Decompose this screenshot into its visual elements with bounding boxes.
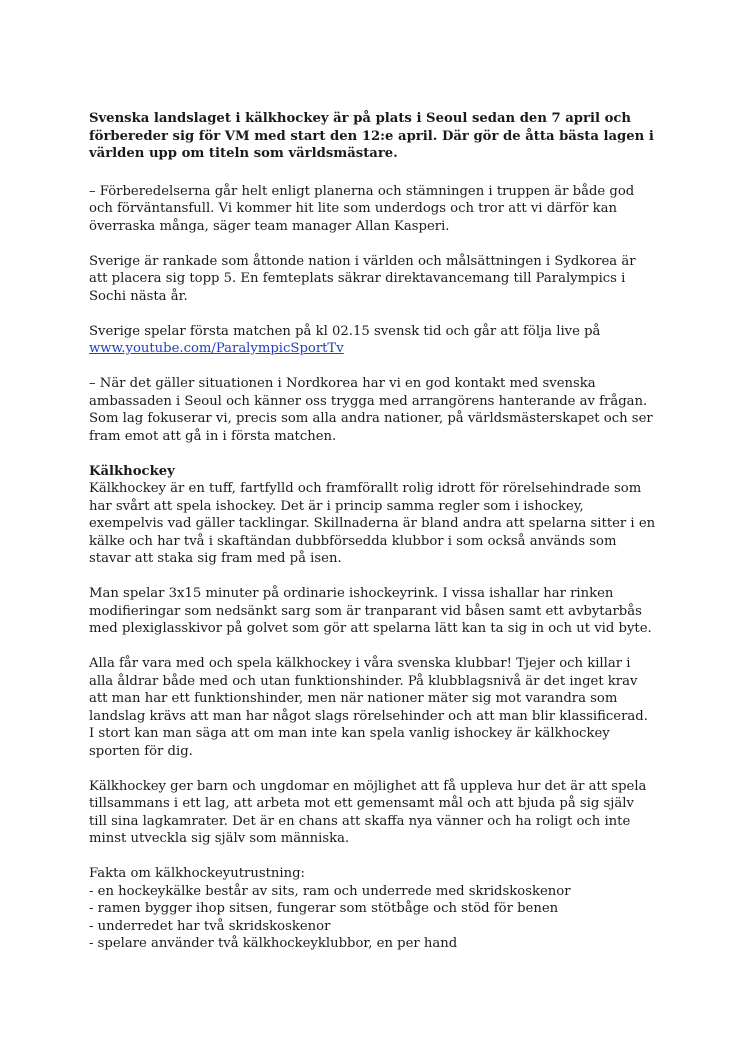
section-heading: Kälkhockey — [89, 463, 175, 479]
facts-list — [89, 883, 656, 953]
section-paragraph-youth: Kälkhockey ger barn och ungdomar en möjlighet att få uppleva hur det är att spela tillsammans i ett lag, att arbeta mot ett gemensamt mål och att bjuda på sig själv till sina lagkamrater. Det är en chans att skaffa nya vänner och ha roligt och inte minst utveckla sig själv som människa. — [89, 778, 647, 846]
list-item: - spelare använder två kälkhockeyklubbor, en per hand — [89, 935, 656, 953]
section-paragraph-intro: Kälkhockey är en tuff, fartfylld och framförallt rolig idrott för rörelsehindrade som har svårt att spela ishockey. Det är i princip samma regler som i ishockey, exempelvis vad gäller tacklingar. Skillnaderna är bland andra att spelarna sitter i en kälke och har två i skaftändan dubbförsedda klubbor i som också används som stavar att staka sig fram med på isen. — [89, 481, 656, 566]
broadcast-paragraph — [89, 323, 656, 358]
quote-paragraph-team-manager: – Förberedelserna går helt enligt planerna och stämningen i truppen är både god och förväntansfull. Vi kommer hit lite som underdogs och tror att vi därför kan överraska många, säger team manager Allan Kasperi. — [89, 183, 635, 234]
ranking-paragraph: Sverige är rankade som åttonde nation i världen och målsättningen i Sydkorea är att placera sig topp 5. En femteplats säkrar direktavancemang till Paralympics i Sochi nästa år. — [89, 253, 636, 304]
list-item: - underredet har två skridskoskenor — [89, 918, 656, 936]
facts-title: Fakta om kälkhockeyutrustning: — [89, 866, 305, 881]
broadcast-text: Sverige spelar första matchen på kl 02.15 svensk tid och går att följa live på — [89, 323, 601, 339]
list-item: - en hockeykälke består av sits, ram och underrede med skridskoskenor — [89, 883, 656, 901]
north-korea-paragraph: – När det gäller situationen i Nordkorea har vi en god kontakt med svenska ambassaden i Seoul och känner oss trygga med arrangörens hanterande av frågan. Som lag fokuserar vi, precis som alla andra nationer, på världsmästerskapet och ser fram emot att gå in i första matchen. — [89, 376, 653, 444]
youtube-link[interactable]: www.youtube.com/ParalympicSportTv — [89, 341, 344, 356]
lead-paragraph: Svenska landslaget i kälkhockey är på plats i Seoul sedan den 7 april och förbereder sig för VM med start den 12:e april. Där gör de åtta bästa lagen i världen upp om titeln som världsmästare. — [89, 111, 654, 161]
section-paragraph-rink: Man spelar 3x15 minuter på ordinarie ishockeyrink. I vissa ishallar har rinken modifieringar som nedsänkt sarg som är tranparant vid båsen samt ett avbytarbås med plexiglasskivor på golvet som gör att spelarna lätt kan ta sig in och ut vid byte. — [89, 586, 652, 636]
list-item: - ramen bygger ihop sitsen, fungerar som stötbåge och stöd för benen — [89, 900, 656, 918]
section-paragraph-clubs: Alla får vara med och spela kälkhockey i våra svenska klubbar! Tjejer och killar i alla åldrar både med och utan funktionshinder. På klubblagsnivå är det inget krav att man har ett funktionshinder, men när nationer mäter sig mot varandra som landslag krävs att man har något slags rörelsehinder och att man blir klassificerad. I stort kan man säga att om man inte kan spela vanlig ishockey är kälkhockey sporten för dig. — [89, 656, 648, 759]
